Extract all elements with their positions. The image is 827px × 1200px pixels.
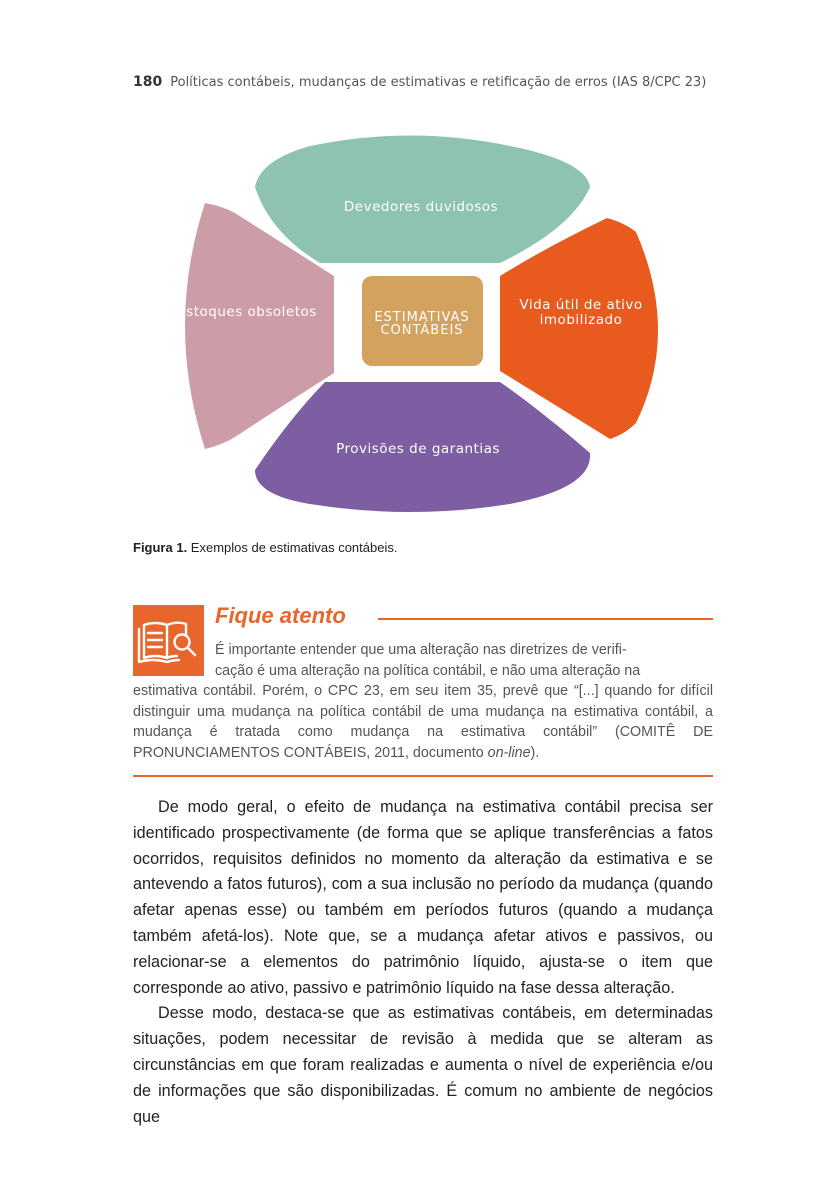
label-top: Devedores duvidosos xyxy=(343,199,499,215)
caption-label: Figura 1. xyxy=(133,540,188,555)
estimates-diagram xyxy=(160,128,660,528)
running-title: Políticas contábeis, mudanças de estimativas e retificação de erros (IAS 8/CPC 23) xyxy=(170,75,707,90)
attention-line-1: É importante entender que uma alteração nas diretrizes de verifi- xyxy=(215,642,627,658)
attention-text xyxy=(133,640,713,764)
label-right-1: Vida útil de ativo xyxy=(519,297,643,313)
attention-rest xyxy=(133,681,713,763)
body-paragraph-2: Desse modo, destaca-se que as estimativas contábeis, em determinadas situações, podem necessitar de revisão à medida que se alteram as circunstâncias em que foram realizadas e aumenta o nível de experiência e/ou de informações que são disponibilizadas. É comum no ambiente de negócios que xyxy=(133,1004,713,1126)
center-label-2: CONTÁBEIS xyxy=(380,323,464,338)
body-text xyxy=(133,795,713,1130)
label-right-2: imobilizado xyxy=(539,312,623,328)
attention-rest-text: estimativa contábil. Porém, o CPC 23, em seu item 35, prevê que “[...] quando for difícil distinguir uma mudança na política contábil de uma mudança na estimativa contábil, a mudança é tratada como mudança na estimativa contábil” (COMITÊ DE PRONUNCIAMENTOS CONTÁBEIS, 2011, documento xyxy=(133,683,713,761)
label-bottom: Provisões de garantias xyxy=(336,441,500,457)
attention-italic: on-line xyxy=(487,744,531,761)
attention-end: ). xyxy=(530,744,540,761)
label-left: Estoques obsoletos xyxy=(177,304,317,320)
figure-caption xyxy=(133,540,397,555)
attention-bottom-rule xyxy=(133,775,713,777)
page-header xyxy=(133,74,733,94)
caption-text: Exemplos de estimativas contábeis. xyxy=(187,540,398,555)
body-paragraph-1: De modo geral, o efeito de mudança na estimativa contábil precisa ser identificado prospectivamente (de forma que se aplique transferências a fatos ocorridos, requisitos definidos no momento da alteração da estimativa e se antevendo a fatos futuros), com a sua inclusão no período da mudança (quando afetar apenas esse) ou também em períodos futuros (quando a mudança também afetá-los). Note que, se a mudança afetar ativos e passivos, ou relacionar-se a elementos do patrimônio líquido, ajusta-se o item que corresponde ao ativo, passivo e patrimônio líquido na fase dessa alteração. xyxy=(133,798,713,997)
attention-title-rule xyxy=(378,618,713,620)
page-number: 180 xyxy=(133,74,163,90)
attention-title: Fique atento xyxy=(215,603,346,628)
attention-line-2: cação é uma alteração na política contábil, e não uma alteração na xyxy=(215,662,641,679)
center-label-1: ESTIMATIVAS xyxy=(374,310,470,325)
